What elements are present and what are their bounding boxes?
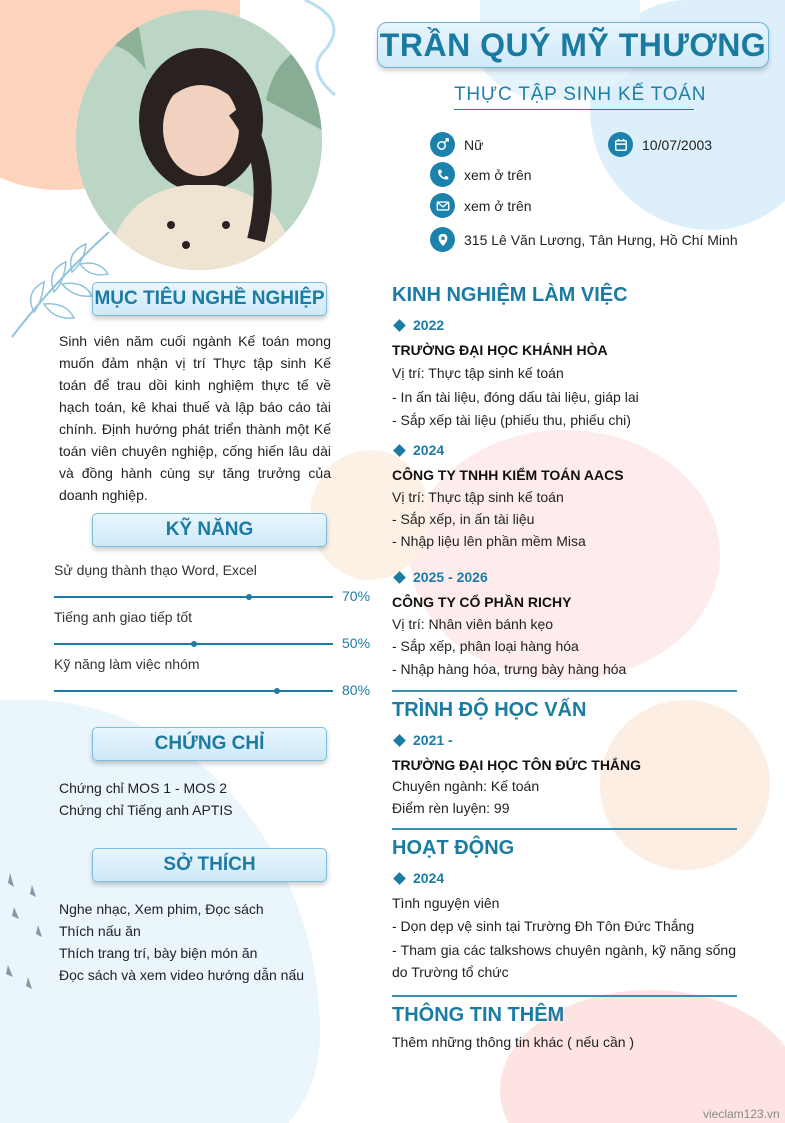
address-value: 315 Lê Văn Lương, Tân Hưng, Hồ Chí Minh (464, 231, 738, 248)
certificates-heading: CHỨNG CHỈ (92, 727, 327, 761)
info-address (430, 227, 738, 252)
info-gender (430, 132, 483, 157)
activity-line: Tình nguyện viên (392, 895, 500, 911)
info-phone (430, 162, 532, 187)
gender-value: Nữ (464, 136, 484, 153)
skills-heading: KỸ NĂNG (92, 513, 327, 547)
more-info-text: Thêm những thông tin khác ( nếu cần ) (392, 1034, 635, 1050)
experience-heading: KINH NGHIỆM LÀM VIỆC (392, 284, 628, 306)
experience-year (393, 317, 444, 333)
skill-bar (54, 643, 333, 645)
experience-line: - Nhập liệu lên phần mềm Misa (392, 533, 586, 549)
email-icon (430, 193, 455, 218)
diamond-bullet-icon (393, 571, 406, 584)
hobby-item: Thích trang trí, bày biện món ăn (59, 945, 258, 961)
education-line: Chuyên ngành: Kế toán (392, 778, 540, 794)
diamond-bullet-icon (393, 444, 406, 457)
person-silhouette-icon (76, 10, 322, 270)
certificate-item: Chứng chỉ Tiếng anh APTIS (59, 802, 233, 818)
hobby-item: Thích nấu ăn (59, 923, 141, 939)
activities-year (393, 870, 444, 886)
skill-percent: 70% (342, 588, 371, 604)
location-icon (430, 227, 455, 252)
skill-percent: 50% (342, 635, 371, 651)
hobbies-heading: SỞ THÍCH (92, 848, 327, 882)
experience-year (393, 569, 488, 585)
skill-label: Kỹ năng làm việc nhóm (54, 656, 200, 672)
experience-line: - Nhập hàng hóa, trưng bày hàng hóa (392, 661, 627, 677)
gender-icon (430, 132, 455, 157)
section-divider (392, 690, 737, 692)
phone-icon (430, 162, 455, 187)
info-birthday (608, 132, 712, 157)
info-email (430, 193, 532, 218)
hobby-item: Đọc sách và xem video hướng dẫn nấu (59, 967, 305, 983)
experience-line: Vị trí: Nhân viên bánh kẹo (392, 616, 554, 632)
diamond-bullet-icon (393, 872, 406, 885)
education-year-text: 2021 - (413, 732, 453, 748)
objective-heading: MỤC TIÊU NGHỀ NGHIỆP (92, 282, 327, 316)
experience-line: Vị trí: Thực tập sinh kế toán (392, 489, 564, 505)
skill-bar (54, 690, 333, 692)
section-divider (392, 995, 737, 997)
skill-label: Tiếng anh giao tiếp tốt (54, 609, 193, 625)
skill-level-dot (191, 641, 197, 647)
name-banner (377, 22, 769, 68)
experience-line: - In ấn tài liệu, đóng dấu tài liệu, giáp lai (392, 389, 639, 405)
skill-percent: 80% (342, 682, 371, 698)
phone-value: xem ở trên (464, 166, 532, 183)
experience-year-text: 2024 (413, 442, 445, 458)
feather-decoration-icon (2, 865, 52, 995)
birthday-value: 10/07/2003 (642, 136, 713, 153)
section-divider (392, 828, 737, 830)
certificate-item: Chứng chỉ MOS 1 - MOS 2 (59, 780, 228, 796)
email-value: xem ở trên (464, 197, 532, 214)
experience-org: CÔNG TY TNHH KIỂM TOÁN AACS (392, 467, 624, 483)
experience-year-text: 2022 (413, 317, 445, 333)
hobby-item: Nghe nhạc, Xem phim, Đọc sách (59, 901, 264, 917)
experience-org: TRƯỜNG ĐẠI HỌC KHÁNH HÒA (392, 342, 608, 358)
skill-level-dot (274, 688, 280, 694)
activity-line: - Dọn dẹp vệ sinh tại Trường Đh Tôn Đức Thắng (392, 918, 695, 934)
activity-line: - Tham gia các talkshows chuyên ngành, kỹ năng sống do Trường tổ chức (392, 942, 736, 980)
watermark: vieclam123.vn (703, 1107, 780, 1121)
more-info-heading: THÔNG TIN THÊM (392, 1004, 565, 1026)
full-name: TRẦN QUÝ MỸ THƯƠNG (379, 26, 767, 63)
skill-bar (54, 596, 333, 598)
activities-year-text: 2024 (413, 870, 445, 886)
diamond-bullet-icon (393, 734, 406, 747)
activities-heading: HOẠT ĐỘNG (392, 837, 515, 859)
skill-level-dot (246, 594, 252, 600)
skill-label: Sử dụng thành thạo Word, Excel (54, 562, 257, 578)
education-org: TRƯỜNG ĐẠI HỌC TÔN ĐỨC THẮNG (392, 757, 642, 773)
profile-photo (76, 10, 322, 270)
job-title: THỰC TẬP SINH KẾ TOÁN (454, 84, 694, 110)
experience-year (393, 442, 444, 458)
experience-year-text: 2025 - 2026 (413, 569, 488, 585)
calendar-icon (608, 132, 633, 157)
experience-line: - Sắp xếp, in ấn tài liệu (392, 511, 535, 527)
education-year (393, 732, 453, 748)
education-line: Điểm rèn luyện: 99 (392, 800, 510, 816)
education-heading: TRÌNH ĐỘ HỌC VẤN (392, 699, 587, 721)
experience-line: - Sắp xếp tài liệu (phiếu thu, phiếu chi) (392, 412, 631, 428)
objective-text: Sinh viên năm cuối ngành Kế toán mong muốn đảm nhận vị trí Thực tập sinh Kế toán để trau dồi kinh nghiệm thực tế về hạch toán, kê khai thuế và lập báo cáo tài chính. Định hướng phát triển thành một Kế toán viên chuyên nghiệp, cống hiến lâu dài và đồng hành cùng sự tăng trưởng của doanh nghiệp. (59, 333, 331, 503)
experience-line: - Sắp xếp, phân loại hàng hóa (392, 638, 579, 654)
diamond-bullet-icon (393, 319, 406, 332)
experience-org: CÔNG TY CỔ PHẦN RICHY (392, 594, 572, 610)
experience-line: Vị trí: Thực tập sinh kế toán (392, 365, 564, 381)
